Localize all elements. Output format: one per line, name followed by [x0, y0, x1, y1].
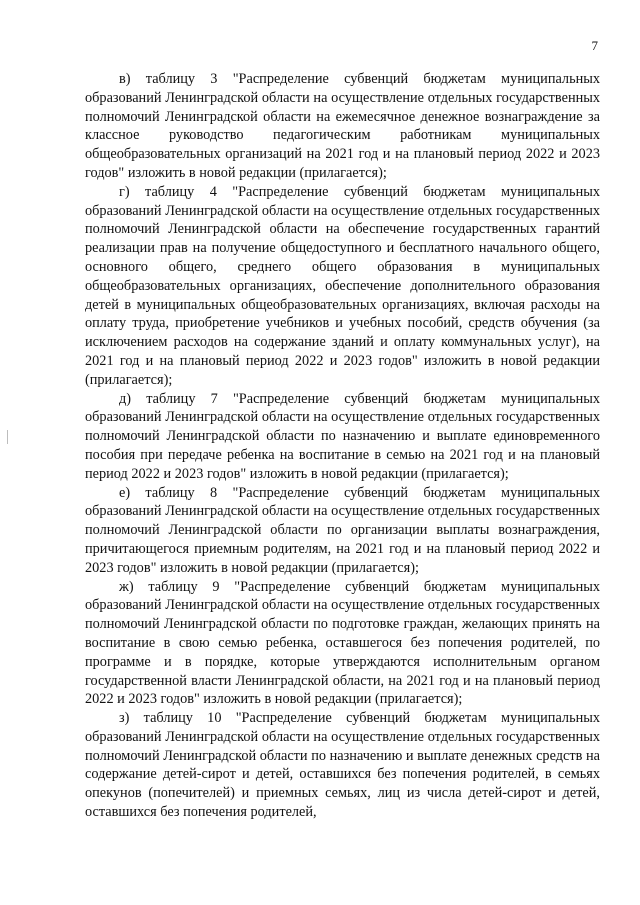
paragraph-zh: ж) таблицу 9 "Распределение субвенций бюджетам муниципальных образований Ленинградской области на осуществление отдельных государственных полномочий Ленинградской области по подготовке граждан, желающих принять на воспитание в свою семью ребенка, оставшегося без попечения родителей, по программе и в порядке, которые утверждаются исполнительным органом государственной власти Ленинградской области, на 2021 год и на плановый период 2022 и 2023 годов" изложить в новой редакции (прилагается); [85, 578, 600, 708]
paragraph-d: д) таблицу 7 "Распределение субвенций бюджетам муниципальных образований Ленинградской области на осуществление отдельных государственных полномочий Ленинградской области по назначению и выплате единовременного пособия при передаче ребенка на воспитание в семью на 2021 год и на плановый период 2022 и 2023 годов" изложить в новой редакции (прилагается); [85, 390, 600, 482]
margin-mark [7, 430, 8, 444]
paragraph-g: г) таблицу 4 "Распределение субвенций бюджетам муниципальных образований Ленинградской области на осуществление отдельных государственных полномочий Ленинградской области на обеспечение государственных гарантий реализации прав на получение общедоступного и бесплатного начального общего, основного общего, среднего общего образования в муниципальных общеобразовательных организациях, обеспечение дополнительного образования детей в муниципальных общеобразовательных организациях, включая расходы на оплату труда, приобретение учебников и учебных пособий, средств обучения (за исключением расходов на содержание зданий и оплату коммунальных услуг), на 2021 год и на плановый период 2022 и 2023 годов" изложить в новой редакции (прилагается); [85, 183, 600, 388]
page-number: 7 [591, 38, 598, 53]
paragraph-z: з) таблицу 10 "Распределение субвенций бюджетам муниципальных образований Ленинградской области на осуществление отдельных государственных полномочий Ленинградской области по назначению и выплате денежных средств на содержание детей-сирот и детей, оставшихся без попечения родителей, в семьях опекунов (попечителей) и приемных семьях, лиц из числа детей-сирот и детей, оставшихся без попечения родителей, [85, 710, 600, 821]
document-body [85, 70, 600, 822]
paragraph-v: в) таблицу 3 "Распределение субвенций бюджетам муниципальных образований Ленинградской области на осуществление отдельных государственных полномочий Ленинградской области на ежемесячное денежное вознаграждение за классное руководство педагогическим работникам муниципальных общеобразовательных организаций на 2021 год и на плановый период 2022 и 2023 годов" изложить в новой редакции (прилагается); [85, 71, 600, 181]
paragraph-e: е) таблицу 8 "Распределение субвенций бюджетам муниципальных образований Ленинградской области на осуществление отдельных государственных полномочий Ленинградской области по организации выплаты вознаграждения, причитающегося приемным родителям, на 2021 год и на плановый период 2022 и 2023 годов" изложить в новой редакции (прилагается); [85, 484, 600, 576]
